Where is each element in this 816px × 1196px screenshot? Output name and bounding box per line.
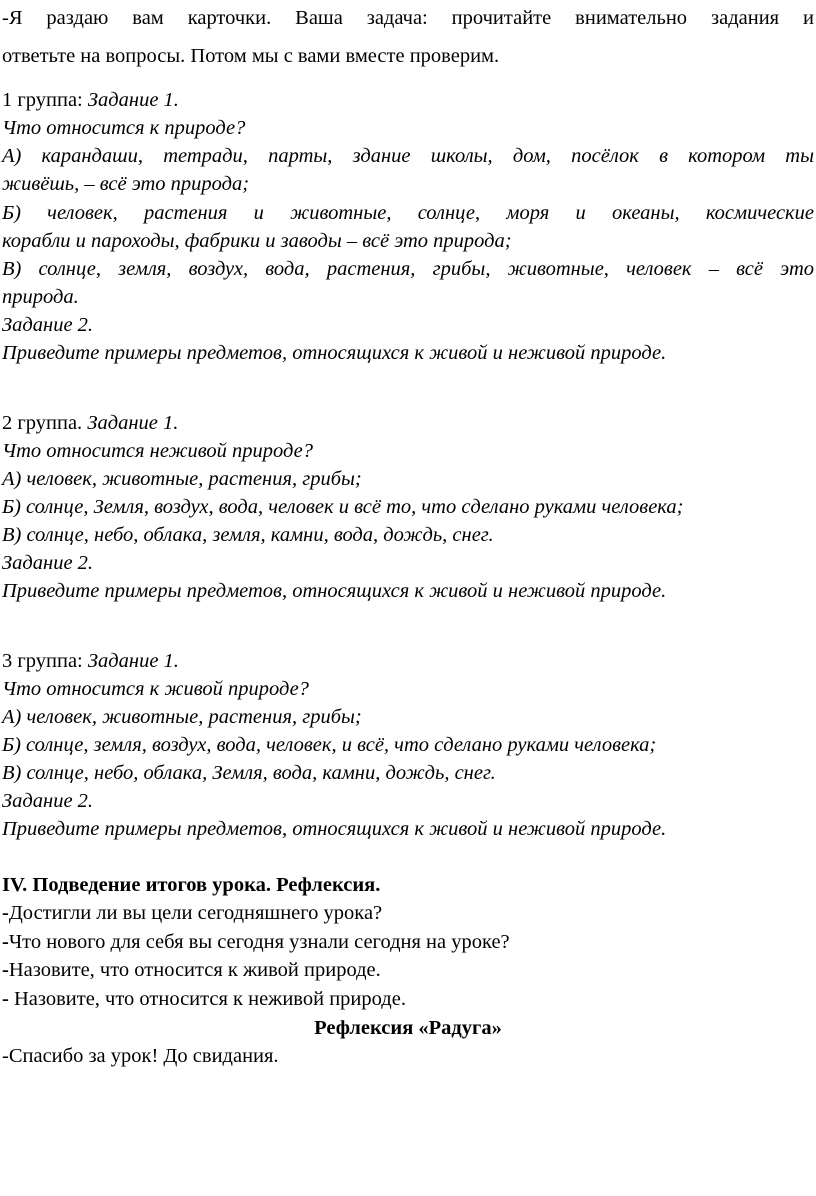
intro-line-1: -Я раздаю вам карточки. Ваша задача: прочитайте внимательно задания и (2, 7, 814, 29)
group-2-task1-title: Задание 1. (87, 412, 179, 434)
summary-question-1 (2, 899, 814, 927)
group-1-question: Что относится к природе? (2, 117, 246, 139)
group-1-task2-text: Приведите примеры предметов, относящихся к живой и неживой природе. (2, 342, 667, 364)
group-3-task1-title: Задание 1. (87, 650, 179, 672)
summary-question-4 (2, 985, 814, 1013)
farewell-line: -Спасибо за урок! До свидания. (2, 1045, 279, 1067)
group-2-option-c: В) солнце, небо, облака, земля, камни, вода, дождь, снег. (2, 524, 494, 546)
group-3-option-b: Б) солнце, земля, воздух, вода, человек, и всё, что сделано руками человека; (2, 734, 657, 756)
group-2-heading (2, 409, 814, 437)
group-3-question: Что относится к живой природе? (2, 678, 309, 700)
reflection-title: Рефлексия «Радуга» (314, 1017, 502, 1039)
summary-question-2-text: Что нового для себя вы сегодня узнали сегодня на уроке? (8, 931, 510, 953)
group-2-label: 2 группа. (2, 412, 88, 434)
group-1-task1-title: Задание 1. (87, 89, 179, 111)
group-1-option-c-line-2: природа. (2, 286, 79, 308)
summary-question-1-text: Достигли ли вы цели сегодняшнего урока? (8, 902, 383, 924)
summary-question-4-text: Назовите, что относится к неживой природе. (13, 988, 406, 1010)
group-2-option-b: Б) солнце, Земля, воздух, вода, человек и всё то, что сделано руками человека; (2, 496, 684, 518)
group-1-task2-title: Задание 2. (2, 314, 94, 336)
group-3-option-a: А) человек, животные, растения, грибы; (2, 706, 362, 728)
dash-4: - (2, 988, 14, 1010)
summary-heading: IV. Подведение итогов урока. Рефлексия. (2, 874, 381, 896)
group-1-option-a-line-1: А) карандаши, тетради, парты, здание школы, дом, посёлок в котором ты (2, 145, 814, 167)
group-2-task2-text: Приведите примеры предметов, относящихся к живой и неживой природе. (2, 580, 667, 602)
summary-question-3 (2, 956, 814, 984)
summary-question-3-text: Назовите, что относится к живой природе. (8, 959, 381, 981)
group-1-label: 1 группа: (2, 89, 88, 111)
group-2-task2-title: Задание 2. (2, 552, 94, 574)
intro-line-2: ответьте на вопросы. Потом мы с вами вместе проверим. (2, 45, 500, 67)
group-3-option-c: В) солнце, небо, облака, Земля, вода, камни, дождь, снег. (2, 762, 496, 784)
group-2-option-a: А) человек, животные, растения, грибы; (2, 468, 362, 490)
group-3-label: 3 группа: (2, 650, 88, 672)
group-1-heading (2, 86, 814, 114)
dash-1: - (2, 902, 9, 924)
dash-2: - (2, 931, 9, 953)
summary-question-2 (2, 928, 814, 956)
group-1-option-c-line-1: В) солнце, земля, воздух, вода, растения, грибы, животные, человек – всё это (2, 258, 814, 280)
group-1-option-a-line-2: живёшь, – всё это природа; (2, 173, 250, 195)
group-3-heading (2, 647, 814, 675)
group-1-option-b-line-2: корабли и пароходы, фабрики и заводы – всё это природа; (2, 230, 512, 252)
group-1-option-b-line-1: Б) человек, растения и животные, солнце, моря и океаны, космические (2, 202, 814, 224)
group-3-task2-text: Приведите примеры предметов, относящихся к живой и неживой природе. (2, 818, 667, 840)
dash-3: - (2, 959, 9, 981)
group-3-task2-title: Задание 2. (2, 790, 94, 812)
group-2-question: Что относится неживой природе? (2, 440, 313, 462)
